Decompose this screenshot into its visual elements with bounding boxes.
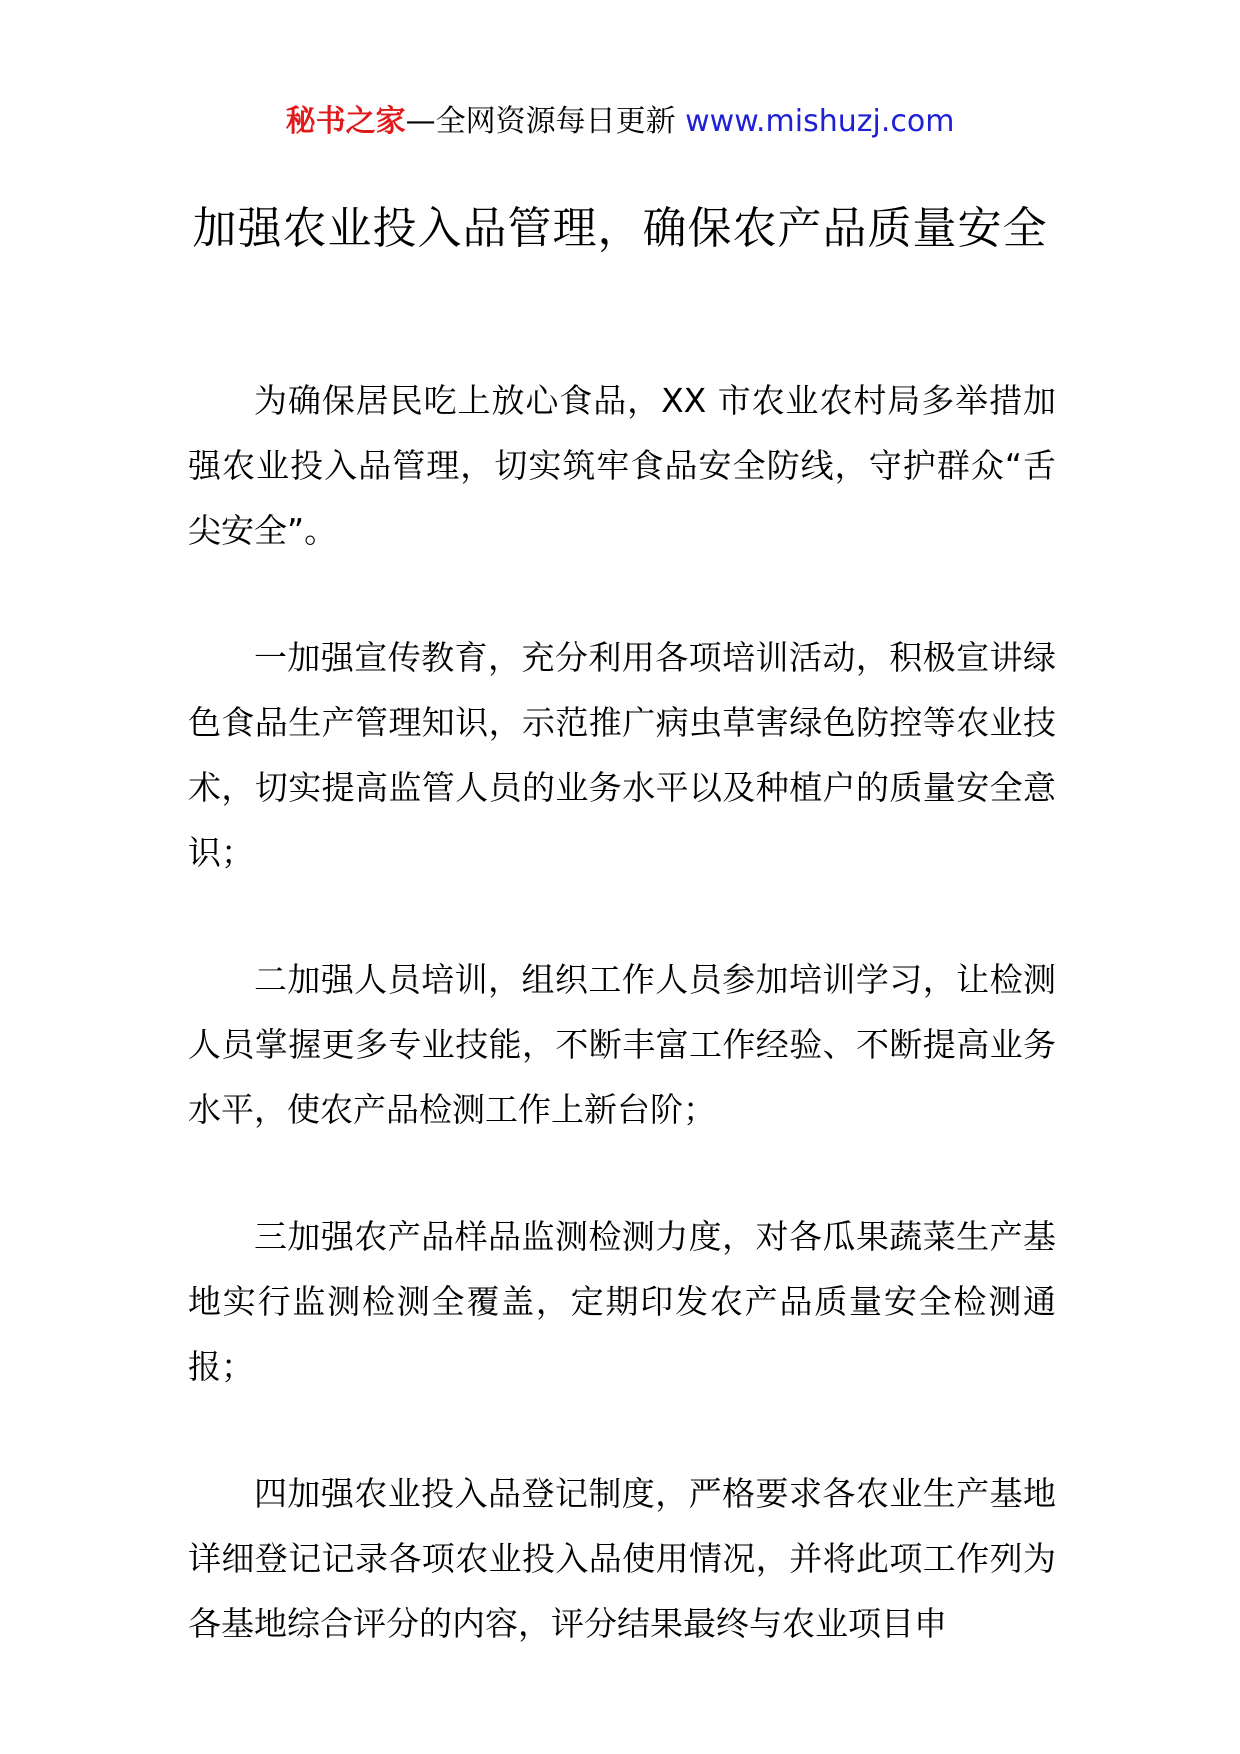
paragraph-1: 一加强宣传教育，充分利用各项培训活动，积极宣讲绿色食品生产管理知识，示范推广病虫草害绿色防控等农业技术，切实提高监管人员的业务水平以及种植户的质量安全意识； bbox=[188, 638, 1056, 872]
paragraph-2: 二加强人员培训，组织工作人员参加培训学习，让检测人员掌握更多专业技能，不断丰富工作经验、不断提高业务水平，使农产品检测工作上新台阶； bbox=[188, 960, 1056, 1129]
brand-name: 秘书之家 bbox=[285, 104, 406, 139]
site-url-link[interactable]: www.mishuzj.com bbox=[685, 104, 955, 139]
header-tagline: —全网资源每日更新 bbox=[405, 104, 676, 139]
paragraph-4: 四加强农业投入品登记制度，严格要求各农业生产基地详细登记记录各项农业投入品使用情况，并将此项工作列为各基地综合评分的内容，评分结果最终与农业项目申 bbox=[188, 1474, 1056, 1643]
site-header bbox=[0, 100, 1240, 144]
document-title: 加强农业投入品管理，确保农产品质量安全 bbox=[192, 203, 1048, 254]
paragraph-intro: 为确保居民吃上放心食品，XX 市农业农村局多举措加强农业投入品管理，切实筑牢食品安全防线，守护群众“舌尖安全”。 bbox=[188, 381, 1056, 550]
document-body bbox=[188, 368, 1056, 1718]
paragraph-3: 三加强农产品样品监测检测力度，对各瓜果蔬菜生产基地实行监测检测全覆盖，定期印发农产品质量安全检测通报； bbox=[188, 1217, 1056, 1386]
